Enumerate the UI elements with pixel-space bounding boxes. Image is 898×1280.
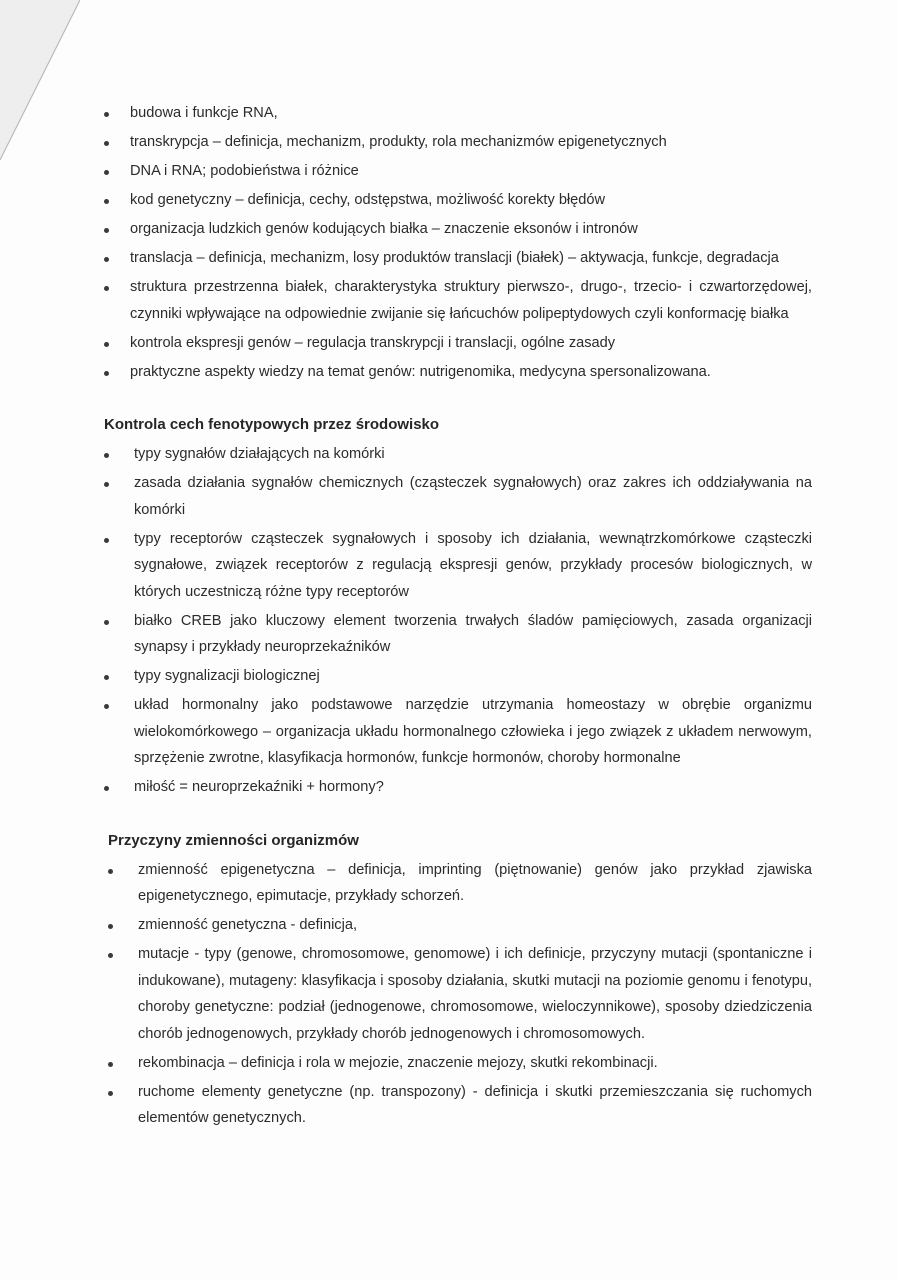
section-heading: Kontrola cech fenotypowych przez środowisko [104,416,440,433]
section-bullet-list [104,857,812,1132]
section-phenotype-control [100,413,812,801]
list-item: budowa i funkcje RNA, [100,100,812,127]
list-item: kod genetyczny – definicja, cechy, odstępstwa, możliwość korekty błędów [100,187,812,214]
list-item: transkrypcja – definicja, mechanizm, produkty, rola mechanizmów epigenetycznych [100,129,812,156]
section-heading: Przyczyny zmienności organizmów [108,831,359,849]
list-item: mutacje - typy (genowe, chromosomowe, genomowe) i ich definicje, przyczyny mutacji (spontaniczne i indukowane), mutageny: klasyfikacja i sposoby działania, skutki mutacji na poziomie genomu i fenotypu, choroby genetyczne: podział (jednogenowe, chromosomowe, wieloczynnikowe), sposoby dziedziczenia chorób jednogenowych, przykłady chorób jednogenowych i chromosomowych. [104,941,812,1047]
list-item: zmienność genetyczna - definicja, [104,912,812,939]
list-item: typy sygnalizacji biologicznej [100,663,812,690]
list-item: praktyczne aspekty wiedzy na temat genów: nutrigenomika, medycyna spersonalizowana. [100,359,812,386]
section-bullet-list [100,441,812,801]
section-variability-causes [104,829,812,1132]
list-item: kontrola ekspresji genów – regulacja transkrypcji i translacji, ogólne zasady [100,330,812,357]
list-item: układ hormonalny jako podstawowe narzędzie utrzymania homeostazy w obrębie organizmu wielokomórkowego – organizacja układu hormonalnego człowieka i jego związek z układem nerwowym, sprzężenie zwrotne, klasyfikacja hormonów, funkcje hormonów, choroby hormonalne [100,692,812,772]
scan-edge-shadow [0,0,80,170]
list-item: typy receptorów cząsteczek sygnałowych i sposoby ich działania, wewnątrzkomórkowe cząsteczki sygnałowe, związek receptorów z regulacją ekspresji genów, przykłady procesów biologicznych, w których uczestniczą różne typy receptorów [100,526,812,606]
list-item: ruchome elementy genetyczne (np. transpozony) - definicja i skutki przemieszczania się ruchomych elementów genetycznych. [104,1079,812,1132]
list-item: typy sygnałów działających na komórki [100,441,812,468]
list-item: translacja – definicja, mechanizm, losy produktów translacji (białek) – aktywacja, funkcje, degradacja [100,245,812,272]
list-item: rekombinacja – definicja i rola w mejozie, znaczenie mejozy, skutki rekombinacji. [104,1050,812,1077]
list-item: zasada działania sygnałów chemicznych (cząsteczek sygnałowych) oraz zakres ich oddziaływania na komórki [100,470,812,523]
list-item: miłość = neuroprzekaźniki + hormony? [100,774,812,801]
list-item: struktura przestrzenna białek, charakterystyka struktury pierwszo-, drugo-, trzecio- i czwartorzędowej, czynniki wpływające na odpowiednie zwijanie się łańcuchów polipeptydowych czyli konformację białka [100,274,812,327]
list-item: organizacja ludzkich genów kodujących białka – znaczenie eksonów i intronów [100,216,812,243]
list-item: DNA i RNA; podobieństwa i różnice [100,158,812,185]
list-item: zmienność epigenetyczna – definicja, imprinting (piętnowanie) genów jako przykład zjawiska epigenetycznego, epimutacje, przykłady schorzeń. [104,857,812,910]
list-item: białko CREB jako kluczowy element tworzenia trwałych śladów pamięciowych, zasada organizacji synapsy i przykłady neuroprzekaźników [100,608,812,661]
intro-bullet-list [100,100,812,385]
document-page [100,100,812,1134]
